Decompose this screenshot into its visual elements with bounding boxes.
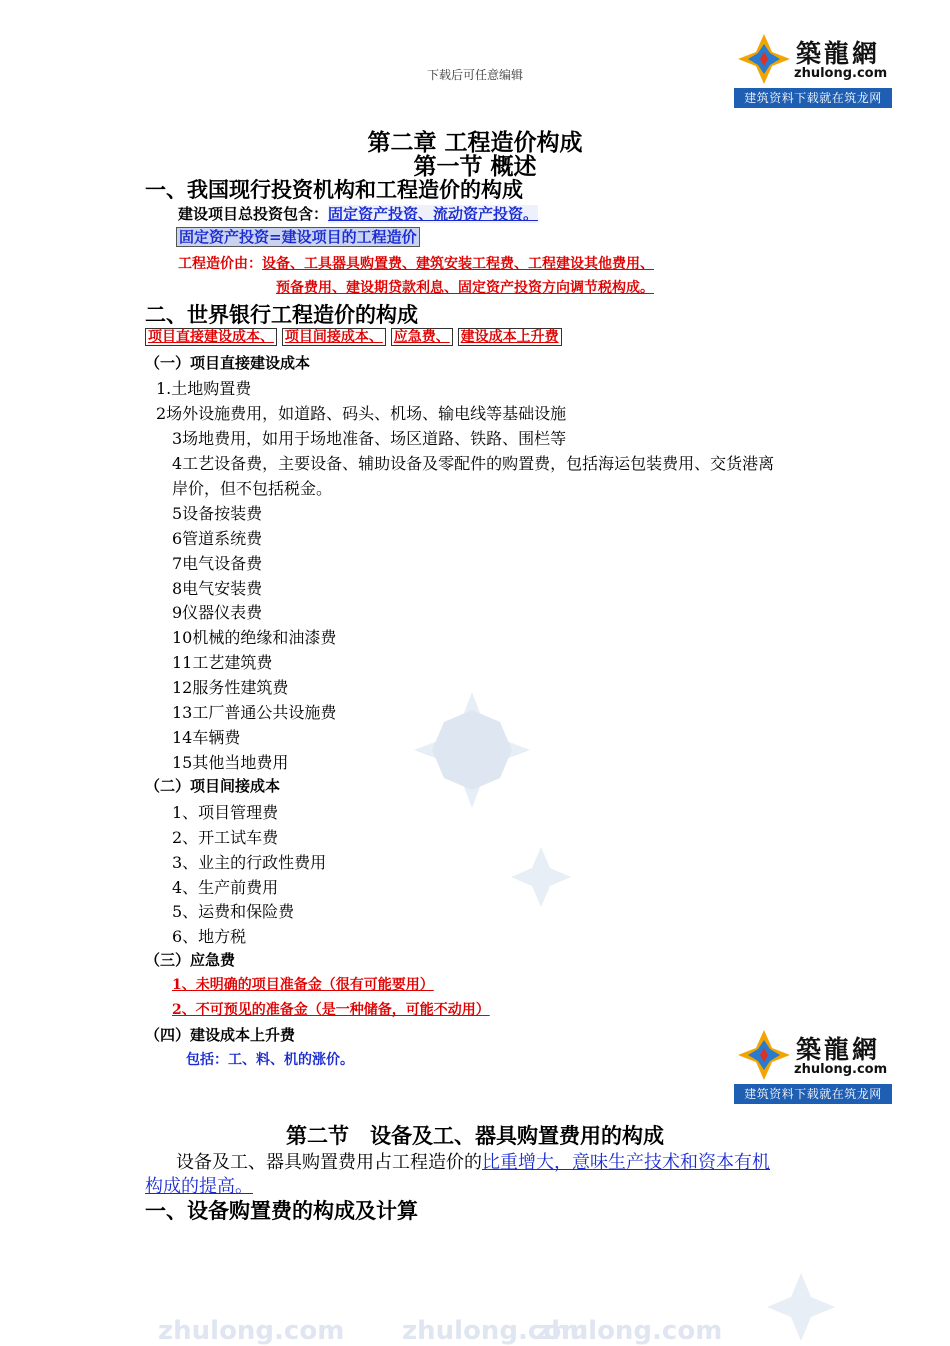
section2-heading: 一、设备购置费的构成及计算 bbox=[145, 1198, 418, 1223]
section2-title: 第二节 设备及工、器具购置费用的构成 bbox=[286, 1123, 664, 1148]
cost-composition-line1 bbox=[178, 253, 654, 273]
list-item: 10机械的绝缘和油漆费 bbox=[172, 628, 337, 647]
list-item: 3、业主的行政性费用 bbox=[172, 853, 327, 872]
list-item: 6管道系统费 bbox=[172, 529, 263, 548]
section2-paragraph-line1 bbox=[176, 1148, 770, 1174]
list-item: 1、未明确的项目准备金（很有可能要用） bbox=[172, 977, 434, 993]
sub4-note: 包括：工、料、机的涨价。 bbox=[186, 1052, 354, 1068]
logo-domain: zhulong.com bbox=[794, 66, 888, 81]
header-note: 下载后可任意编辑 bbox=[426, 68, 523, 82]
list-item: 岸价，但不包括税金。 bbox=[172, 479, 333, 498]
list-item: 3场地费用，如用于场地准备、场区道路、铁路、围栏等 bbox=[172, 429, 567, 448]
watermark-text: zhulong.com bbox=[158, 1316, 345, 1346]
sub1-title: （一）项目直接建设成本 bbox=[145, 354, 311, 372]
list-item: 4工艺设备费，主要设备、辅助设备及零配件的购置费，包括海运包装费用、交货港离 bbox=[172, 454, 775, 473]
list-item: 1.土地购置费 bbox=[156, 379, 252, 398]
total-investment-label: 建设项目总投资包含： bbox=[178, 205, 329, 223]
list-item: 9仪器仪表费 bbox=[172, 603, 263, 622]
list-item: 12服务性建筑费 bbox=[172, 678, 289, 697]
list-item: 5、运费和保险费 bbox=[172, 902, 295, 921]
list-item: 5设备按装费 bbox=[172, 504, 263, 523]
list-item: 2、不可预见的准备金（是一种储备，可能不动用） bbox=[172, 1002, 490, 1018]
list-item: 2、开工试车费 bbox=[172, 828, 279, 847]
logo-domain: zhulong.com bbox=[794, 1062, 888, 1077]
list-item: 4、生产前费用 bbox=[172, 878, 279, 897]
component-box: 项目直接建设成本、 bbox=[145, 328, 277, 346]
sub4-title: （四）建设成本上升费 bbox=[145, 1026, 296, 1044]
part2-heading: 二、世界银行工程造价的构成 bbox=[145, 302, 418, 327]
paragraph-link[interactable]: 比重增大，意味生产技术和资本有机 bbox=[482, 1152, 770, 1173]
watermark-text: zhulong.com bbox=[536, 1316, 723, 1346]
list-item: 8电气安装费 bbox=[172, 579, 263, 598]
list-item: 6、地方税 bbox=[172, 927, 247, 946]
list-item: 14车辆费 bbox=[172, 728, 241, 747]
chapter-title: 第二章 工程造价构成 bbox=[367, 129, 583, 156]
logo-name: 築龍網 bbox=[796, 1035, 881, 1064]
watermark-emblem-icon bbox=[766, 1272, 836, 1342]
total-investment-value: 固定资产投资、流动资产投资。 bbox=[328, 205, 539, 223]
paragraph-link[interactable]: 构成的提高。 bbox=[145, 1176, 253, 1197]
list-item: 15其他当地费用 bbox=[172, 753, 289, 772]
logo-slogan: 建筑资料下载就在筑龙网 bbox=[734, 88, 892, 108]
zhulong-logo bbox=[734, 30, 892, 108]
list-item: 2场外设施费用，如道路、码头、机场、输电线等基础设施 bbox=[156, 404, 567, 423]
zhulong-logo bbox=[734, 1026, 892, 1104]
list-item: 1、项目管理费 bbox=[172, 803, 279, 822]
watermark-emblem-icon bbox=[510, 846, 572, 908]
watermark-text: zhulong.com bbox=[402, 1316, 589, 1346]
logo-slogan: 建筑资料下载就在筑龙网 bbox=[734, 1084, 892, 1104]
total-investment-line bbox=[178, 203, 538, 224]
list-item: 7电气设备费 bbox=[172, 554, 263, 573]
component-box: 应急费、 bbox=[391, 328, 453, 346]
cost-label: 工程造价由： bbox=[178, 256, 262, 272]
part1-heading: 一、我国现行投资机构和工程造价的构成 bbox=[145, 177, 523, 202]
logo-name: 築龍網 bbox=[796, 39, 881, 68]
component-box: 建设成本上升费 bbox=[458, 328, 562, 346]
section-title: 第一节 概述 bbox=[413, 153, 537, 180]
component-box: 项目间接成本、 bbox=[282, 328, 386, 346]
watermark-emblem-icon bbox=[412, 690, 532, 810]
cost-items-2: 预备费用、建设期贷款利息、固定资产投资方向调节税构成。 bbox=[276, 280, 654, 296]
sub2-title: （二）项目间接成本 bbox=[145, 777, 281, 795]
cost-items-1: 设备、工具器具购置费、建筑安装工程费、工程建设其他费用、 bbox=[262, 256, 654, 272]
list-item: 13工厂普通公共设施费 bbox=[172, 703, 337, 722]
fixed-investment-equation bbox=[176, 226, 420, 247]
sub3-title: （三）应急费 bbox=[145, 951, 236, 969]
worldbank-components bbox=[145, 326, 562, 346]
paragraph-text: 设备及工、器具购置费用占工程造价的 bbox=[176, 1152, 482, 1173]
fixed-investment-box: 固定资产投资=建设项目的工程造价 bbox=[176, 227, 420, 247]
list-item: 11工艺建筑费 bbox=[172, 653, 273, 672]
